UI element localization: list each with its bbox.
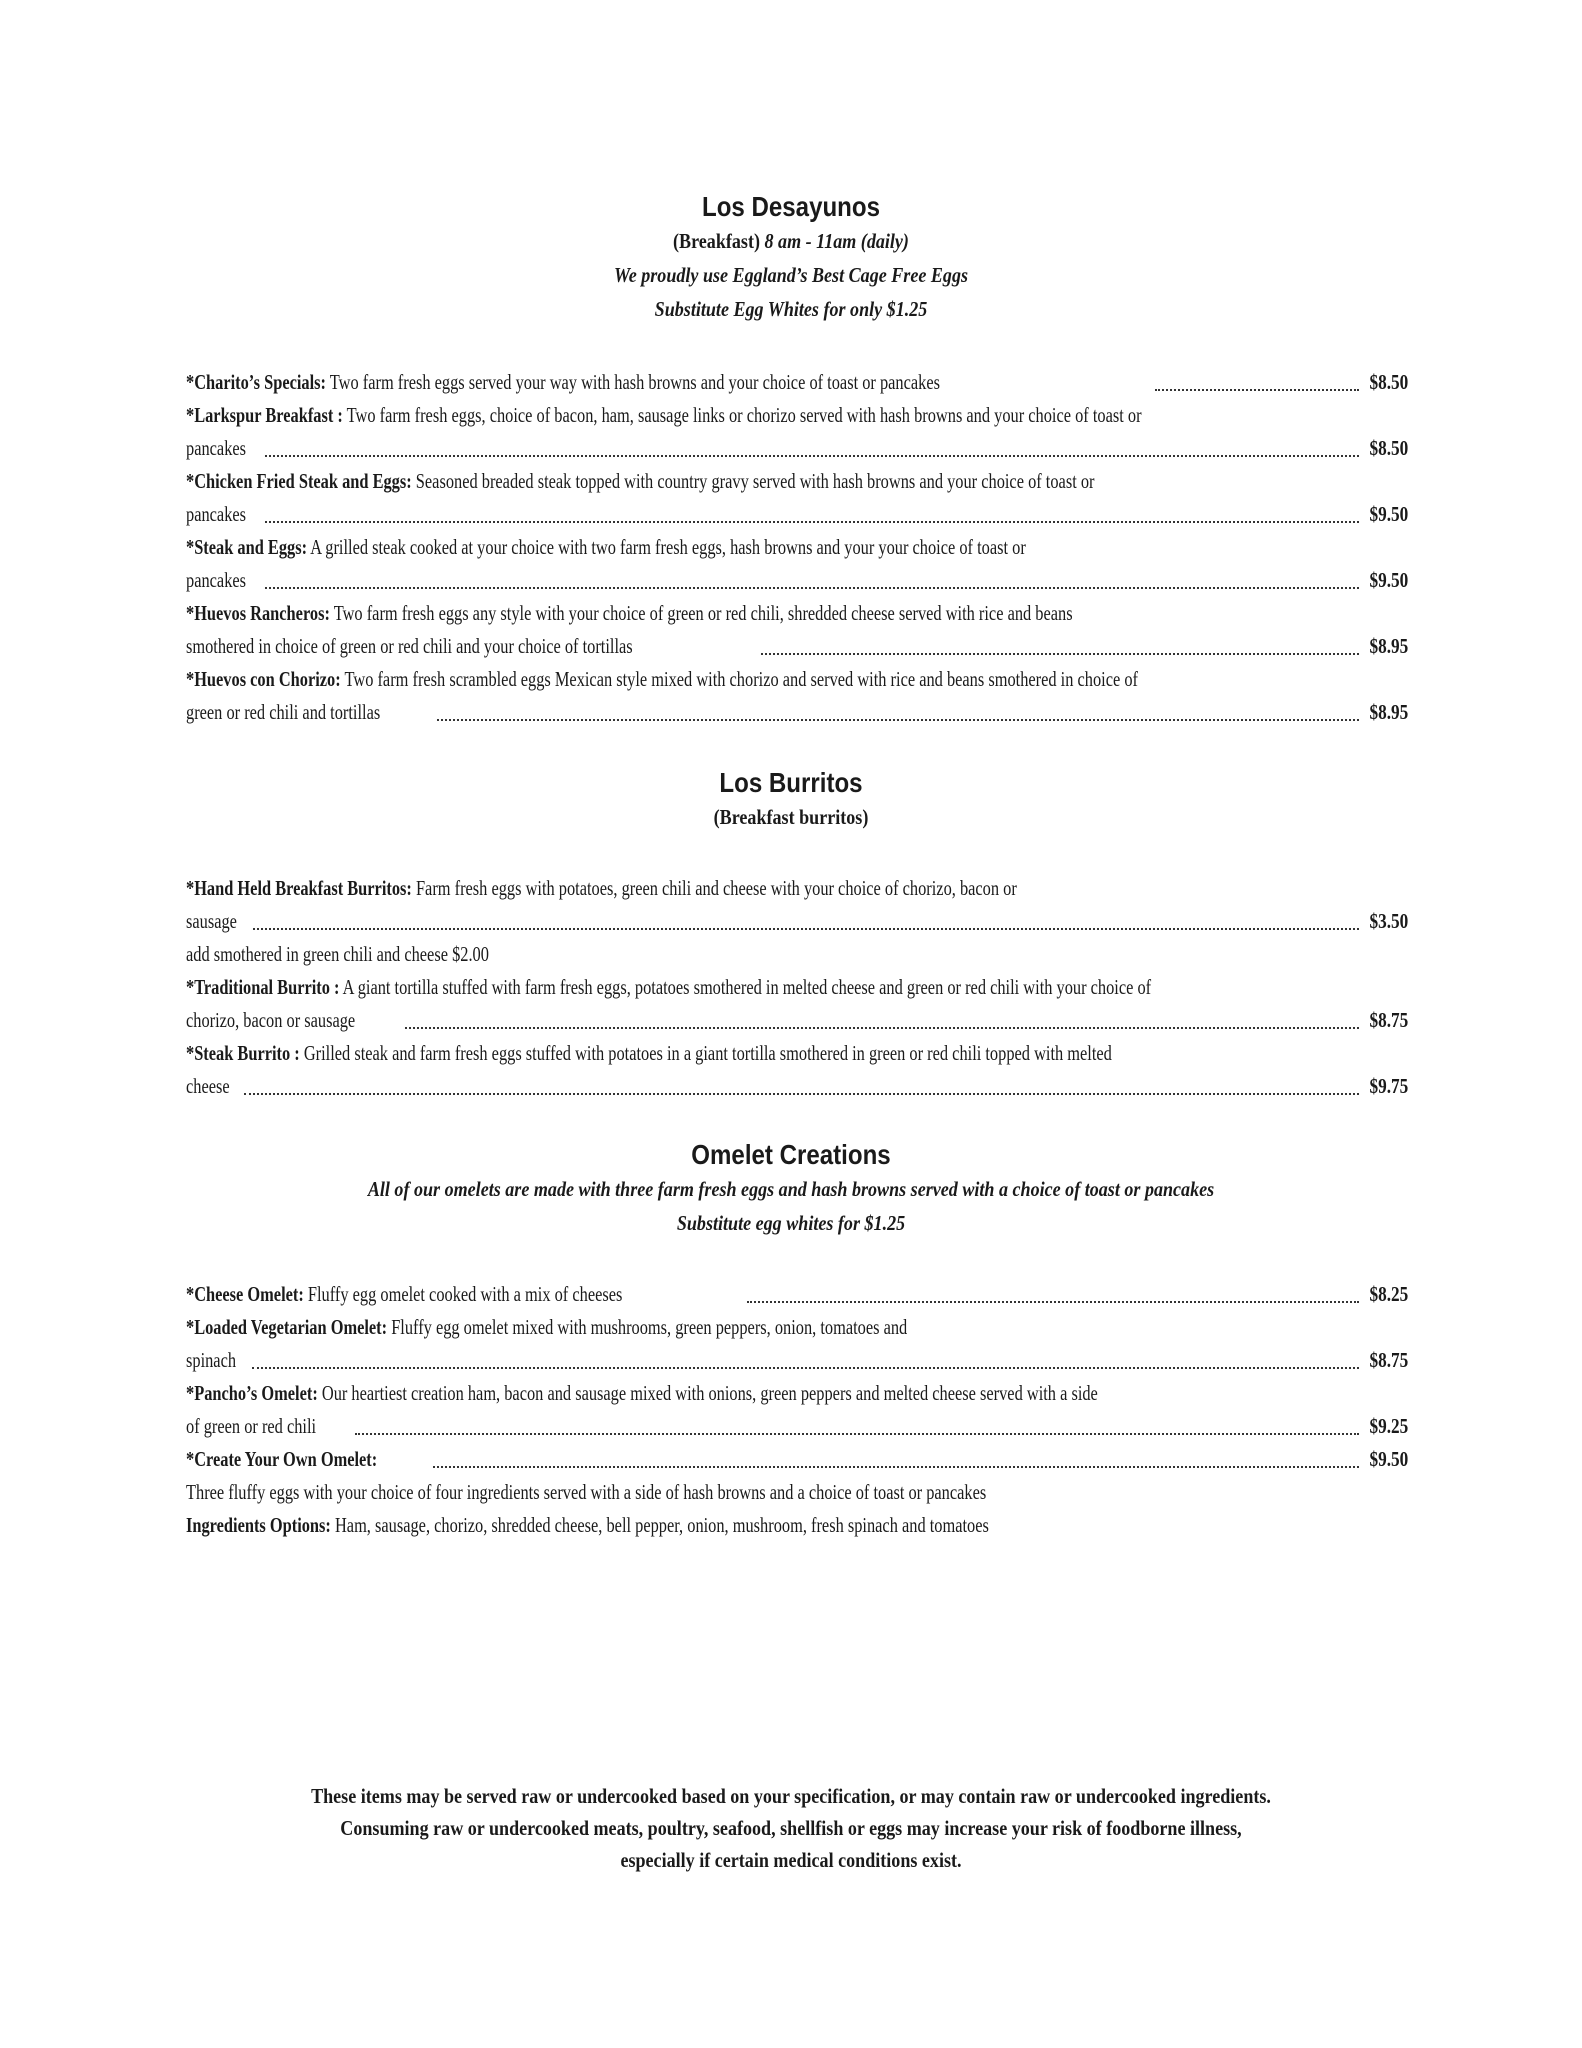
menu-item [186,1037,1408,1070]
item-price: $8.50 [1369,436,1408,460]
burritos-header [180,766,1402,834]
item-desc-cont: spinach [186,1348,237,1372]
item-desc: Seasoned breaded steak topped with country gravy served with hash browns and your choice of toast or [415,469,1095,493]
food-safety-disclaimer [150,1780,1432,1876]
menu-item-cont [186,564,1408,597]
menu-item-cont [186,432,1408,465]
item-price: $8.95 [1369,700,1408,724]
item-name: *Larkspur Breakfast : [186,403,343,427]
item-desc: A giant tortilla stuffed with farm fresh eggs, potatoes smothered in melted cheese and green or red chili with your choice of [342,975,1152,999]
dot-leader [355,1433,1359,1435]
item-price: $9.25 [1369,1414,1408,1438]
item-desc: Grilled steak and farm fresh eggs stuffed with potatoes in a giant tortilla smothered in green or red chili topped with melted [303,1041,1112,1065]
item-desc: Fluffy egg omelet mixed with mushrooms, green peppers, onion, tomatoes and [391,1315,908,1339]
menu-item-cont [186,630,1408,663]
dot-leader [253,928,1358,930]
burritos-subtitle: (Breakfast burritos) [713,805,869,829]
item-name: *Huevos Rancheros: [186,601,330,625]
menu-item-cont [186,905,1408,938]
item-name: *Huevos con Chorizo: [186,667,341,691]
item-price: $8.50 [1369,370,1408,394]
dot-leader [244,1093,1359,1095]
item-desc: Two farm fresh eggs any style with your choice of green or red chili, shredded cheese served with rice and beans [333,601,1073,625]
create-omelet-desc: Three fluffy eggs with your choice of four ingredients served with a side of hash browns and a choice of toast or pancakes [186,1480,987,1504]
menu-item-cont [186,1070,1408,1103]
item-desc-cont: of green or red chili [186,1414,317,1438]
menu-item-cont [186,1344,1408,1377]
dot-leader [265,521,1359,523]
item-extra: add smothered in green chili and cheese $2.00 [186,942,489,966]
disclaimer-line: Consuming raw or undercooked meats, poultry, seafood, shellfish or eggs may increase your risk of foodborne illness, [340,1816,1242,1840]
item-name: *Chicken Fried Steak and Eggs: [186,469,412,493]
breakfast-items [186,366,1408,729]
menu-item [186,971,1408,1004]
item-desc: Fluffy egg omelet cooked with a mix of cheeses [307,1282,623,1306]
item-price: $8.75 [1369,1348,1408,1372]
menu-item [186,1443,1408,1476]
menu-item [186,872,1408,905]
menu-item [186,531,1408,564]
menu-item-cont [186,696,1408,729]
item-desc: Two farm fresh eggs served your way with hash browns and your choice of toast or pancakes [329,370,940,394]
breakfast-hours-label: (Breakfast) [673,229,760,253]
dot-leader [265,587,1359,589]
menu-item [186,597,1408,630]
item-name: *Steak Burrito : [186,1041,300,1065]
breakfast-header [180,190,1402,326]
omelets-note: All of our omelets are made with three farm fresh eggs and hash browns served with a choice of toast or pancakes [367,1177,1215,1201]
item-desc: A grilled steak cooked at your choice with two farm fresh eggs, hash browns and your your choice of toast or [310,535,1026,559]
menu-item-extra [186,938,1408,971]
dot-leader [265,455,1359,457]
dot-leader [252,1367,1359,1369]
dot-leader [405,1027,1359,1029]
burritos-title: Los Burritos [719,767,863,798]
item-price: $8.75 [1369,1008,1408,1032]
item-desc-cont: pancakes [186,568,247,592]
item-desc-cont: sausage [186,909,237,933]
breakfast-egg-note: We proudly use Eggland’s Best Cage Free Eggs [613,263,969,287]
item-name: *Traditional Burrito : [186,975,340,999]
dot-leader [437,719,1359,721]
item-price: $9.75 [1369,1074,1408,1098]
item-name: *Loaded Vegetarian Omelet: [186,1315,388,1339]
breakfast-hours-time: 8 am - 11am (daily) [764,229,909,253]
omelets-substitute-note: Substitute egg whites for $1.25 [676,1211,906,1235]
disclaimer-line: especially if certain medical conditions exist. [620,1848,962,1872]
dot-leader [433,1466,1359,1468]
ingredients-options [186,1509,1408,1542]
dot-leader [761,653,1359,655]
item-desc-cont: pancakes [186,436,247,460]
item-price: $9.50 [1369,568,1408,592]
menu-item-cont [186,1004,1408,1037]
item-desc-cont: cheese [186,1074,230,1098]
breakfast-hours [266,224,1317,258]
item-desc: Farm fresh eggs with potatoes, green chili and cheese with your choice of chorizo, bacon or [415,876,1017,900]
omelets-header [180,1138,1402,1240]
dot-leader [1155,389,1359,391]
breakfast-title: Los Desayunos [702,191,880,222]
menu-item [186,1377,1408,1410]
omelets-title: Omelet Creations [691,1139,891,1170]
item-desc: Two farm fresh scrambled eggs Mexican style mixed with chorizo and served with rice and beans smothered in choice of [344,667,1138,691]
item-desc: Two farm fresh eggs, choice of bacon, ham, sausage links or chorizo served with hash browns and your choice of toast or [346,403,1142,427]
item-name: *Charito’s Specials: [186,370,326,394]
menu-item [186,465,1408,498]
item-desc-cont: green or red chili and tortillas [186,700,381,724]
ingredients-text: Ham, sausage, chorizo, shredded cheese, bell pepper, onion, mushroom, fresh spinach and tomatoes [334,1513,989,1537]
item-name: *Pancho’s Omelet: [186,1381,318,1405]
item-price: $8.95 [1369,634,1408,658]
item-desc-cont: pancakes [186,502,247,526]
item-desc-cont: smothered in choice of green or red chili and your choice of tortillas [186,634,633,658]
ingredients-label: Ingredients Options: [186,1513,331,1537]
item-price: $9.50 [1369,502,1408,526]
menu-item [186,399,1408,432]
breakfast-substitute-note: Substitute Egg Whites for only $1.25 [654,297,928,321]
item-name: *Cheese Omelet: [186,1282,304,1306]
item-desc-cont: chorizo, bacon or sausage [186,1008,356,1032]
item-name: *Hand Held Breakfast Burritos: [186,876,412,900]
item-price: $8.25 [1369,1282,1408,1306]
burrito-items [186,872,1408,1103]
item-price: $3.50 [1369,909,1408,933]
omelet-items [186,1278,1408,1542]
item-name: *Create Your Own Omelet: [186,1447,378,1471]
disclaimer-line: These items may be served raw or undercooked based on your specification, or may contain raw or undercooked ingredients. [311,1784,1271,1808]
menu-item-cont [186,498,1408,531]
item-desc: Our heartiest creation ham, bacon and sausage mixed with onions, green peppers and melted cheese served with a side [321,1381,1098,1405]
dot-leader [747,1301,1358,1303]
menu-item [186,1278,1408,1311]
item-name: *Steak and Eggs: [186,535,308,559]
menu-item [186,1311,1408,1344]
menu-item [186,366,1408,399]
item-price: $9.50 [1369,1447,1408,1471]
menu-item [186,663,1408,696]
menu-item-cont [186,1410,1408,1443]
